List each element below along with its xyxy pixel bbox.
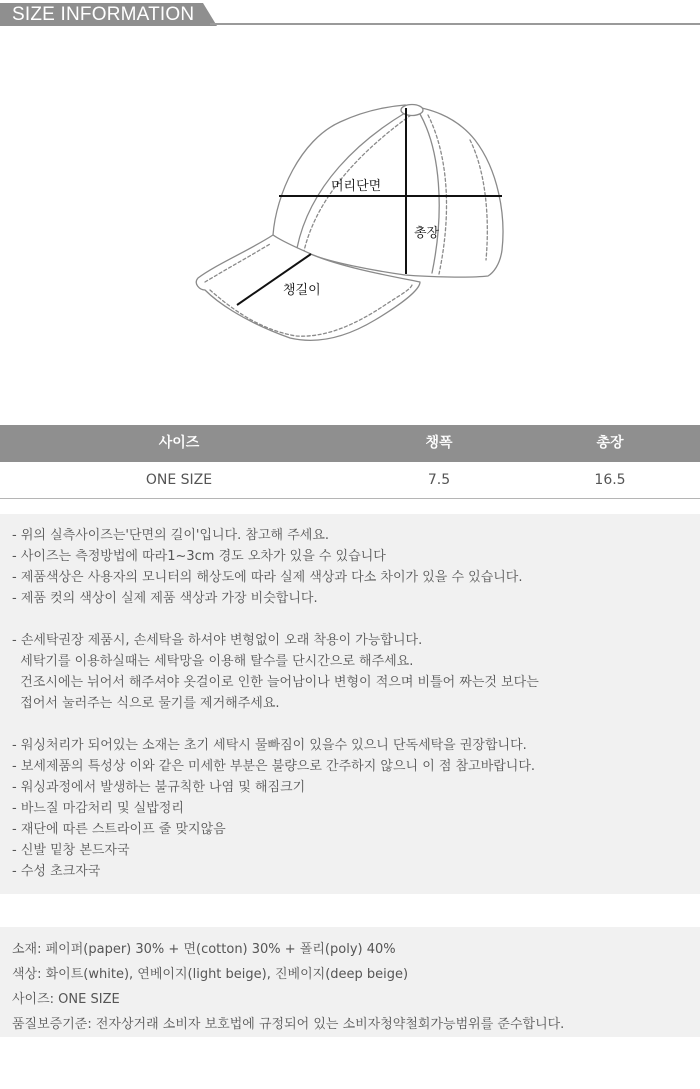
cell-total-length: 16.5: [594, 472, 626, 488]
section-header: [0, 0, 700, 30]
note-line: - 바느질 마감처리 및 실밥정리: [12, 801, 184, 816]
note-line: - 수성 초크자국: [12, 864, 101, 879]
header-rule: [210, 23, 700, 25]
head-section-label: 머리단면: [331, 179, 382, 194]
note-line: - 위의 실측사이즈는'단면의 길이'입니다. 참고해 주세요.: [12, 528, 330, 543]
cell-brim-width: 7.5: [427, 472, 451, 488]
cap-measurement-diagram: [0, 30, 700, 420]
note-line: - 재단에 따른 스트라이프 줄 맞지않음: [12, 822, 226, 837]
section-title: SIZE INFORMATION: [12, 4, 195, 25]
header-total-length: 총장: [596, 435, 624, 451]
header-size: 사이즈: [158, 435, 200, 451]
note-line: - 제품색상은 사용자의 모니터의 해상도에 따라 실제 색상과 다소 차이가 있을 수 있습니다.: [12, 570, 523, 585]
note-line: 건조시에는 뉘어서 해주셔야 옷걸이로 인한 늘어남이나 변형이 적으며 비틀어 짜는것 보다는: [12, 675, 539, 690]
color-info: 색상: 화이트(white), 연베이지(light beige), 진베이지(deep beige): [12, 967, 409, 982]
size-table: [0, 425, 700, 499]
note-line: - 사이즈는 측정방법에 따라1~3cm 경도 오차가 있을 수 있습니다: [12, 549, 386, 564]
material-info: 소재: 페이퍼(paper) 30% + 면(cotton) 30% + 폴리(poly) 40%: [12, 942, 396, 957]
quality-guarantee-info: 품질보증기준: 전자상거래 소비자 보호법에 규정되어 있는 소비자청약철회가능범위를 준수합니다.: [12, 1017, 565, 1032]
note-line: 접어서 눌러주는 식으로 물기를 제거해주세요.: [12, 696, 280, 711]
cap-illustration: [0, 30, 700, 420]
table-header-row: [0, 425, 700, 462]
size-info: 사이즈: ONE SIZE: [12, 992, 120, 1007]
note-line: - 보세제품의 특성상 이와 같은 미세한 부분은 불량으로 간주하지 않으니 이 점 참고바랍니다.: [12, 759, 536, 774]
header-brim-width: 챙폭: [425, 435, 453, 451]
table-row: [0, 462, 700, 499]
brim-label: 챙길이: [283, 283, 321, 298]
note-line: 세탁기를 이용하실때는 세탁망을 이용해 탈수를 단시간으로 해주세요.: [12, 654, 414, 669]
cell-size: ONE SIZE: [145, 472, 213, 488]
note-line: - 손세탁권장 제품시, 손세탁을 하셔야 변형없이 오래 착용이 가능합니다.: [12, 633, 423, 648]
note-line: - 워싱처리가 되어있는 소재는 초기 세탁시 물빠짐이 있을수 있으니 단독세탁을 권장합니다.: [12, 738, 527, 753]
notice-box: [0, 514, 700, 894]
note-line: - 워싱과정에서 발생하는 불규칙한 나염 및 해짐크기: [12, 780, 306, 795]
note-line: - 제품 컷의 색상이 실제 제품 색상과 가장 비슷합니다.: [12, 591, 318, 606]
height-label: 총장: [414, 226, 440, 241]
product-info-box: [0, 927, 700, 1037]
note-line: - 신발 밑창 본드자국: [12, 843, 130, 858]
